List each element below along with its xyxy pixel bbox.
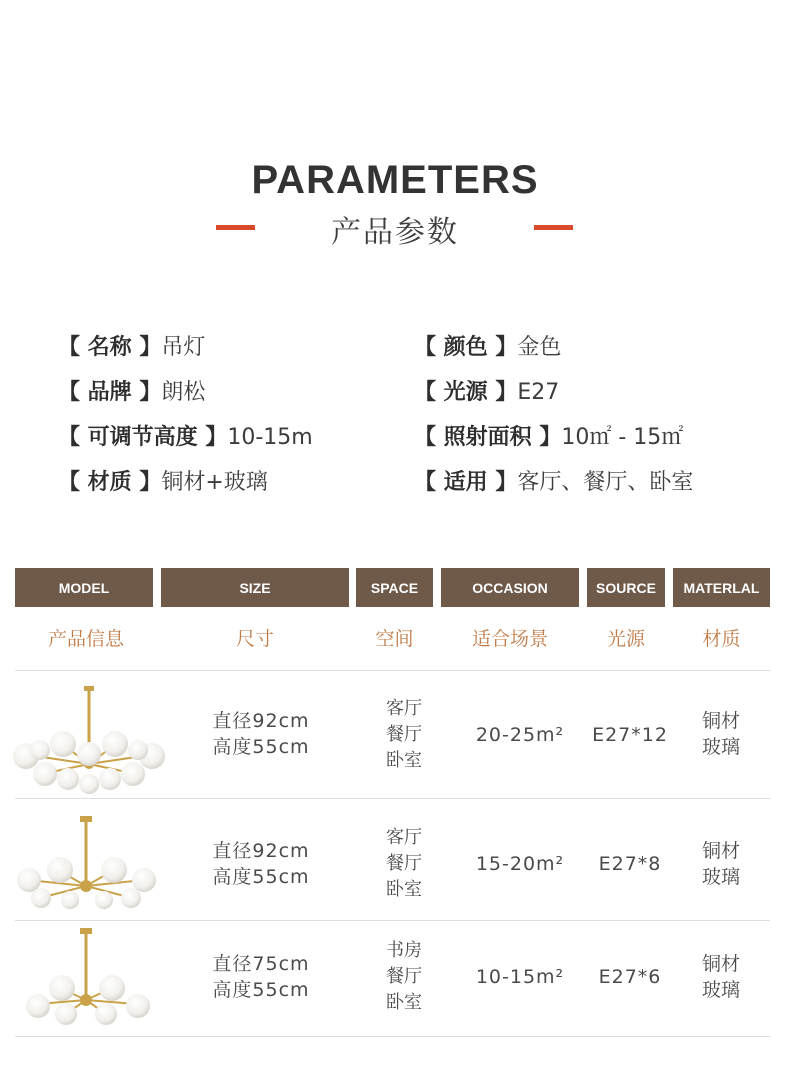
space-text: 餐厅: [386, 853, 422, 874]
column-header-material: MATERLAL: [673, 568, 770, 607]
page-title-chinese: 产品参数: [331, 215, 459, 250]
table-divider: [15, 670, 770, 671]
material-text: 铜材: [701, 840, 740, 862]
space-text: 卧室: [386, 750, 422, 771]
diameter-text: 直径92cm: [212, 840, 310, 862]
material-text: 玻璃: [701, 736, 740, 758]
occasion-cell: 10-15m²: [475, 966, 565, 988]
column-header-source: SOURCE: [587, 568, 665, 607]
param-value: 朗松: [161, 380, 206, 405]
material-cell: [685, 838, 757, 890]
param-key: 【 照射面积 】: [414, 425, 562, 450]
column-sub-occasion: 适合场景: [471, 628, 548, 650]
diameter-text: 直径92cm: [212, 710, 310, 732]
param-key: 【 光源 】: [414, 380, 518, 405]
column-sub-material: 材质: [702, 628, 741, 650]
param-value: 10㎡ - 15㎡: [561, 425, 684, 450]
param-color: [414, 330, 561, 361]
material-cell: [685, 708, 757, 760]
space-cell: [368, 825, 440, 903]
material-text: 铜材: [701, 710, 740, 732]
space-text: 客厅: [386, 827, 422, 848]
param-value: 10-15m: [227, 425, 313, 450]
page-title-english: PARAMETERS: [251, 158, 539, 202]
param-adjustable-height: [58, 420, 313, 451]
column-header-occasion: OCCASION: [441, 568, 579, 607]
param-value: 吊灯: [161, 335, 206, 360]
param-key: 【 可调节高度 】: [58, 425, 228, 450]
column-sub-model: 产品信息: [47, 628, 124, 650]
table-divider: [15, 920, 770, 921]
material-text: 玻璃: [701, 866, 740, 888]
param-value: E27: [517, 380, 560, 405]
space-cell: [368, 938, 440, 1016]
column-header-model: MODEL: [15, 568, 153, 607]
table-divider: [15, 798, 770, 799]
param-key: 【 品牌 】: [58, 380, 162, 405]
param-value: 客厅、餐厅、卧室: [517, 470, 694, 495]
column-header-size: SIZE: [161, 568, 349, 607]
right-accent-line: [534, 225, 573, 230]
param-brand: [58, 375, 205, 406]
material-cell: [685, 951, 757, 1003]
space-text: 卧室: [386, 879, 422, 900]
space-text: 餐厅: [386, 724, 422, 745]
material-text: 铜材: [701, 953, 740, 975]
size-cell: [161, 708, 361, 760]
source-cell: E27*6: [598, 966, 662, 988]
occasion-cell: 15-20m²: [475, 853, 565, 875]
space-text: 卧室: [386, 992, 422, 1013]
space-text: 书房: [386, 940, 422, 961]
param-key: 【 颜色 】: [414, 335, 518, 360]
source-cell: E27*12: [592, 724, 668, 746]
6-globe-chandelier-image: [24, 926, 154, 1028]
height-text: 高度55cm: [212, 979, 310, 1001]
column-header-space: SPACE: [356, 568, 433, 607]
param-key: 【 材质 】: [58, 470, 162, 495]
height-text: 高度55cm: [212, 736, 310, 758]
param-coverage-area: [414, 420, 683, 451]
space-text: 餐厅: [386, 966, 422, 987]
column-sub-space: 空间: [375, 628, 414, 650]
diameter-text: 直径75cm: [212, 953, 310, 975]
12-globe-chandelier-image: [12, 684, 166, 796]
param-material: [58, 465, 268, 496]
param-light-source: [414, 375, 559, 406]
param-key: 【 适用 】: [414, 470, 518, 495]
8-globe-chandelier-image: [14, 814, 160, 912]
param-key: 【 名称 】: [58, 335, 162, 360]
param-value: 金色: [517, 335, 562, 360]
space-text: 客厅: [386, 698, 422, 719]
occasion-cell: 20-25m²: [475, 724, 565, 746]
height-text: 高度55cm: [212, 866, 310, 888]
space-cell: [368, 696, 440, 774]
table-divider: [15, 1036, 770, 1037]
param-value: 铜材+玻璃: [161, 470, 268, 495]
material-text: 玻璃: [701, 979, 740, 1001]
param-name: [58, 330, 205, 361]
column-sub-source: 光源: [606, 628, 645, 650]
column-sub-size: 尺寸: [235, 628, 274, 650]
size-cell: [161, 838, 361, 890]
param-applicable: [414, 465, 693, 496]
size-cell: [161, 951, 361, 1003]
source-cell: E27*8: [598, 853, 662, 875]
